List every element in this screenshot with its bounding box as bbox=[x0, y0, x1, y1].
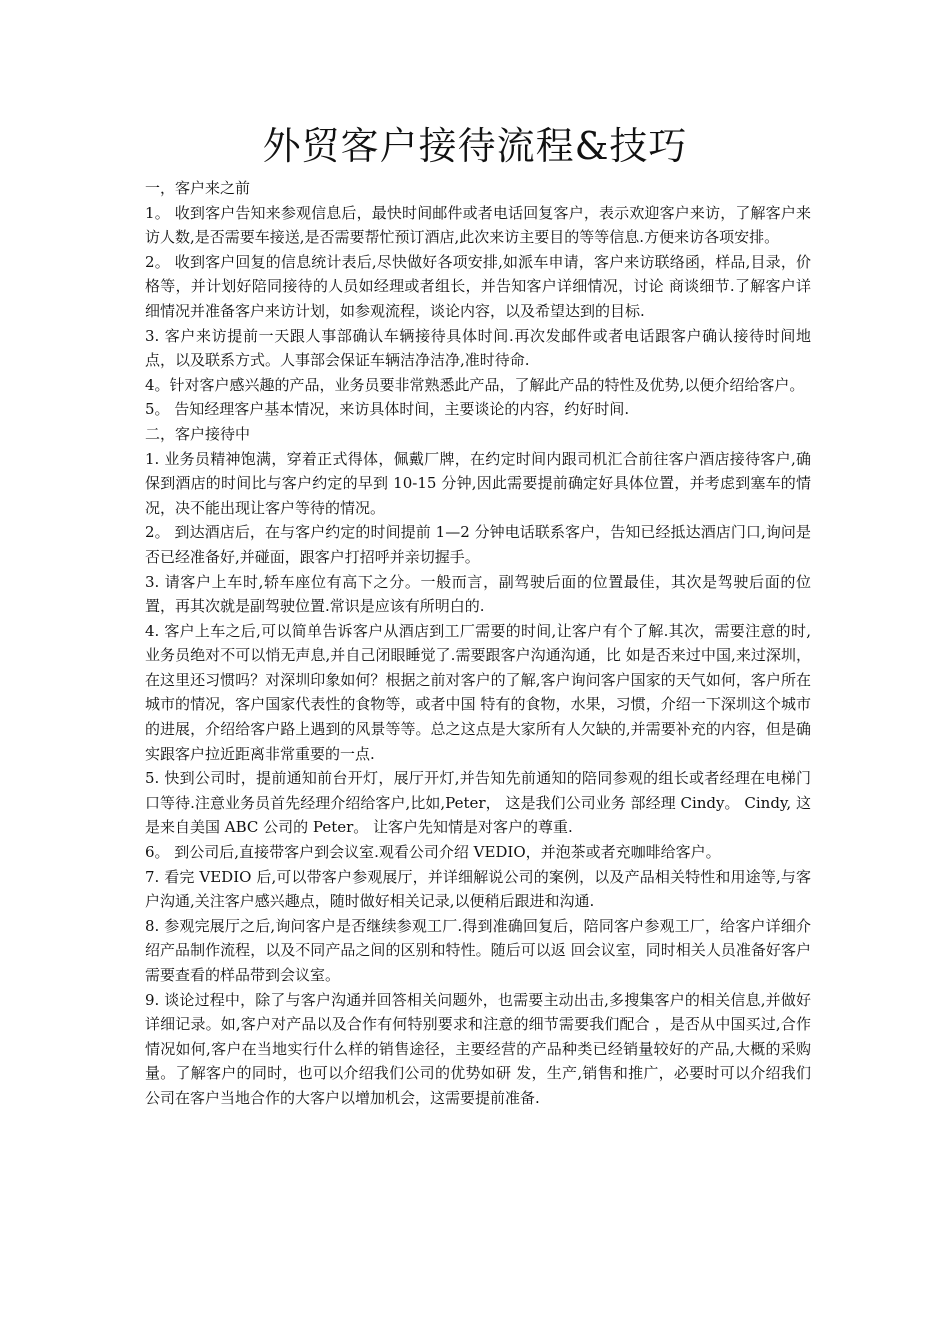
paragraph-during-7: 7. 看完 VEDIO 后,可以带客户参观展厅，并详细解说公司的案例，以及产品相关特性和用途等,与客户沟通,关注客户感兴趣点，随时做好相关记录,以便稍后跟进和沟通. bbox=[145, 867, 811, 911]
section-heading-before-visit: 一，客户来之前 bbox=[145, 179, 251, 197]
paragraph-before-1: 1。 收到客户告知来参观信息后，最快时间邮件或者电话回复客户，表示欢迎客户来访，了解客户来访人数,是否需要车接送,是否需要帮忙预订酒店,此次来访主要目的等等信息.方便来访各项安排。 bbox=[145, 203, 811, 247]
paragraph-during-4: 4. 客户上车之后,可以简单告诉客户从酒店到工厂需要的时间,让客户有个了解.其次，需要注意的时,业务员绝对不可以悄无声息,并自己闭眼睡觉了.需要跟客户沟通沟通，比 如是否来过中国,来过深圳，在这里还习惯吗？对深圳印象如何？根据之前对客户的了解,客户询问客户国家的天气如何，客户所在城市的情况，客户国家代表性的食物等，或者中国 特有的食物，水果，习惯，介绍一下深圳这个城市的进展，介绍给客户路上遇到的风景等等。总之这点是大家所有人欠缺的,并需要补充的内容，但是确实跟客户拉近距离非常重要的一点. bbox=[145, 621, 811, 763]
paragraph-during-8: 8. 参观完展厅之后,询问客户是否继续参观工厂.得到准确回复后，陪同客户参观工厂，给客户详细介绍产品制作流程，以及不同产品之间的区别和特性。随后可以返 回会议室，同时相关人员准备好客户需要查看的样品带到会议室。 bbox=[145, 916, 811, 984]
paragraph-before-5: 5。 告知经理客户基本情况，来访具体时间，主要谈论的内容，约好时间. bbox=[145, 400, 630, 419]
paragraph-during-2: 2。 到达酒店后，在与客户约定的时间提前 1—2 分钟电话联系客户，告知已经抵达酒店门口,询问是否已经准备好,并碰面，跟客户打招呼并亲切握手。 bbox=[145, 523, 811, 566]
document-title: 外贸客户接待流程&技巧 bbox=[262, 124, 688, 168]
paragraph-before-2: 2。 收到客户回复的信息统计表后,尽快做好各项安排,如派车申请，客户来访联络函，样品,目录，价格等，并计划好陪同接待的人员如经理或者组长，并告知客户详细情况，讨论 商谈细节.了解客户详细情况并准备客户来访计划，如参观流程，谈论内容，以及希望达到的目标. bbox=[145, 252, 811, 320]
section-heading-during-visit: 二，客户接待中 bbox=[145, 424, 251, 443]
paragraph-before-4: 4。针对客户感兴趣的产品，业务员要非常熟悉此产品，了解此产品的特性及优势,以便介绍给客户。 bbox=[145, 375, 805, 394]
paragraph-during-6: 6。 到公司后,直接带客户到会议室.观看公司介绍 VEDIO，并泡茶或者充咖啡给客户。 bbox=[145, 843, 721, 862]
paragraph-before-3: 3. 客户来访提前一天跟人事部确认车辆接待具体时间.再次发邮件或者电话跟客户确认接待时间地点，以及联系方式。人事部会保证车辆洁净洁净,准时待命. bbox=[145, 326, 811, 370]
paragraph-during-5: 5. 快到公司时，提前通知前台开灯，展厅开灯,并告知先前通知的陪同参观的组长或者经理在电梯门口等待.注意业务员首先经理介绍给客户,比如,Peter， 这是我们公司业务 部经理 Cindy。 Cindy, 这是来自美国 ABC 公司的 Peter。 让客户先知情是对客户的尊重. bbox=[145, 769, 811, 837]
paragraph-during-3: 3. 请客户上车时,轿车座位有高下之分。一般而言，副驾驶后面的位置最佳，其次是驾驶后面的位置，再其次就是副驾驶位置.常识是应该有所明白的. bbox=[145, 572, 811, 616]
paragraph-during-9: 9. 谈论过程中，除了与客户沟通并回答相关问题外，也需要主动出击,多搜集客户的相关信息,并做好详细记录。如,客户对产品以及合作有何特别要求和注意的细节需要我们配合 ，是否从中国买过,合作情况如何,客户在当地实行什么样的销售途径，主要经营的产品种类已经销量较好的产品,大概的采购量。了解客户的同时，也可以介绍我们公司的优势如研 发，生产,销售和推广，必要时可以介绍我们公司在客户当地合作的大客户以增加机会，这需要提前准备. bbox=[145, 990, 811, 1107]
document-body bbox=[145, 176, 811, 1111]
paragraph-during-1: 1. 业务员精神饱满，穿着正式得体，佩戴厂牌，在约定时间内跟司机汇合前往客户酒店接待客户,确保到酒店的时间比与客户约定的早到 10-15 分钟,因此需要提前确定好具体位置，并考虑到塞车的情况，决不能出现让客户等待的情况。 bbox=[145, 449, 811, 517]
